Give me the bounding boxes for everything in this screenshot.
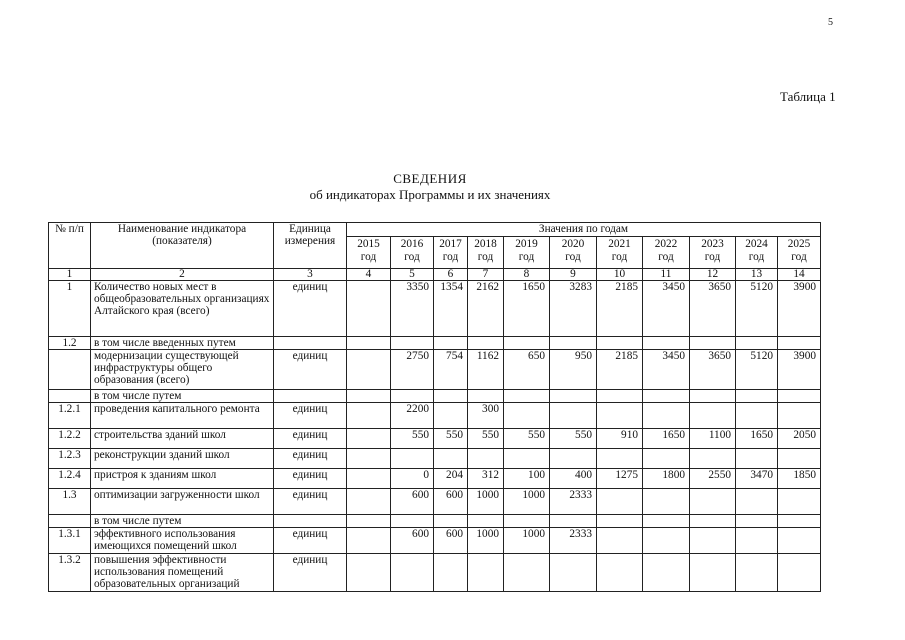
value-cell: 312	[468, 469, 504, 489]
year-word: год	[704, 251, 721, 263]
value-cell	[504, 554, 550, 592]
column-number-cell: 13	[736, 269, 778, 281]
year-value: 2016	[400, 238, 424, 250]
value-cell: 1650	[643, 429, 690, 449]
value-cell: 1000	[468, 489, 504, 515]
year-value: 2017	[439, 238, 462, 250]
value-cell	[736, 528, 778, 554]
value-cell: 550	[434, 429, 468, 449]
indicator-name: строительства зданий школ	[91, 429, 274, 449]
value-cell	[690, 390, 736, 403]
value-cell: 550	[468, 429, 504, 449]
value-cell	[391, 337, 434, 350]
row-number: 1.3	[49, 489, 91, 515]
value-cell	[391, 449, 434, 469]
unit-cell: единиц	[274, 403, 347, 429]
value-cell	[504, 515, 550, 528]
value-cell: 754	[434, 350, 468, 390]
value-cell	[391, 390, 434, 403]
year-word: год	[360, 251, 377, 263]
value-cell: 3650	[690, 281, 736, 337]
header-year-2022	[643, 237, 690, 269]
value-cell	[643, 528, 690, 554]
value-cell	[468, 390, 504, 403]
value-cell	[597, 528, 643, 554]
value-cell	[347, 489, 391, 515]
column-number-cell: 10	[597, 269, 643, 281]
value-cell: 550	[550, 429, 597, 449]
row-number: 1.2	[49, 337, 91, 350]
value-cell	[504, 337, 550, 350]
value-cell	[736, 515, 778, 528]
table-row	[49, 390, 821, 403]
indicators-table	[48, 222, 821, 592]
value-cell	[504, 403, 550, 429]
value-cell	[778, 337, 821, 350]
header-values-by-year: Значения по годам	[347, 223, 821, 237]
unit-cell: единиц	[274, 489, 347, 515]
value-cell	[347, 469, 391, 489]
value-cell	[347, 403, 391, 429]
value-cell	[347, 528, 391, 554]
value-cell	[778, 390, 821, 403]
value-cell	[347, 390, 391, 403]
value-cell	[778, 554, 821, 592]
year-value: 2022	[654, 238, 678, 250]
value-cell	[643, 337, 690, 350]
value-cell: 2750	[391, 350, 434, 390]
value-cell: 100	[504, 469, 550, 489]
value-cell	[468, 554, 504, 592]
value-cell: 1162	[468, 350, 504, 390]
table-row	[49, 429, 821, 449]
value-cell: 1000	[468, 528, 504, 554]
value-cell	[550, 403, 597, 429]
value-cell	[643, 489, 690, 515]
year-value: 2019	[515, 238, 538, 250]
year-word: год	[658, 251, 674, 263]
value-cell: 1000	[504, 489, 550, 515]
value-cell: 2185	[597, 281, 643, 337]
table-body	[49, 223, 821, 592]
value-cell	[434, 449, 468, 469]
column-number-cell: 4	[347, 269, 391, 281]
value-cell: 1850	[778, 469, 821, 489]
column-number-cell: 2	[91, 269, 274, 281]
value-cell: 3470	[736, 469, 778, 489]
value-cell	[347, 449, 391, 469]
year-value: 2018	[474, 238, 497, 250]
value-cell: 0	[391, 469, 434, 489]
value-cell	[736, 449, 778, 469]
value-cell: 2333	[550, 489, 597, 515]
header-year-2020	[550, 237, 597, 269]
column-number-cell: 6	[434, 269, 468, 281]
column-number-cell: 14	[778, 269, 821, 281]
value-cell: 1650	[736, 429, 778, 449]
value-cell	[347, 337, 391, 350]
value-cell	[643, 554, 690, 592]
value-cell: 1100	[690, 429, 736, 449]
value-cell	[690, 515, 736, 528]
unit-cell	[274, 337, 347, 350]
year-word: год	[748, 251, 765, 263]
table-row	[49, 528, 821, 554]
column-number-cell: 5	[391, 269, 434, 281]
value-cell	[736, 337, 778, 350]
value-cell: 300	[468, 403, 504, 429]
table-label: Таблица 1	[780, 89, 836, 104]
column-number-cell: 3	[274, 269, 347, 281]
value-cell	[504, 390, 550, 403]
row-number: 1.2.3	[49, 449, 91, 469]
value-cell	[736, 403, 778, 429]
row-number: 1.3.2	[49, 554, 91, 592]
header-name: Наименование индикатора (показателя)	[91, 223, 274, 269]
year-word: год	[404, 251, 420, 263]
unit-cell: единиц	[274, 554, 347, 592]
value-cell	[643, 449, 690, 469]
year-value: 2021	[608, 238, 631, 250]
value-cell: 3450	[643, 281, 690, 337]
value-cell: 3350	[391, 281, 434, 337]
table-row	[49, 489, 821, 515]
value-cell	[690, 449, 736, 469]
value-cell	[643, 390, 690, 403]
title-line-2: об индикаторах Программы и их значениях	[309, 187, 551, 202]
unit-cell: единиц	[274, 469, 347, 489]
value-cell: 5120	[736, 350, 778, 390]
value-cell	[550, 554, 597, 592]
header-year-2015	[347, 237, 391, 269]
title-line-1: СВЕДЕНИЯ	[393, 171, 467, 186]
value-cell: 2185	[597, 350, 643, 390]
value-cell: 1000	[504, 528, 550, 554]
value-cell: 3900	[778, 281, 821, 337]
value-cell	[391, 554, 434, 592]
value-cell: 2050	[778, 429, 821, 449]
unit-cell: единиц	[274, 528, 347, 554]
indicator-name: оптимизации загруженности школ	[91, 489, 274, 515]
row-number: 1.2.1	[49, 403, 91, 429]
value-cell	[434, 337, 468, 350]
value-cell: 600	[391, 489, 434, 515]
indicator-name: в том числе введенных путем	[91, 337, 274, 350]
table-row	[49, 403, 821, 429]
value-cell	[347, 350, 391, 390]
value-cell	[468, 449, 504, 469]
value-cell	[597, 390, 643, 403]
value-cell	[778, 515, 821, 528]
value-cell: 3650	[690, 350, 736, 390]
value-cell	[347, 515, 391, 528]
value-cell	[778, 528, 821, 554]
value-cell	[468, 337, 504, 350]
column-number-cell: 8	[504, 269, 550, 281]
value-cell: 650	[504, 350, 550, 390]
value-cell: 550	[391, 429, 434, 449]
header-unit: Единица измерения	[274, 223, 347, 269]
year-word: год	[477, 251, 494, 263]
value-cell	[778, 403, 821, 429]
value-cell: 3450	[643, 350, 690, 390]
value-cell	[690, 528, 736, 554]
header-year-2018	[468, 237, 504, 269]
value-cell: 3283	[550, 281, 597, 337]
header-year-2023	[690, 237, 736, 269]
column-numbers-row	[49, 269, 821, 281]
value-cell: 1650	[504, 281, 550, 337]
value-cell	[597, 554, 643, 592]
row-number: 1.2.4	[49, 469, 91, 489]
value-cell: 550	[504, 429, 550, 449]
value-cell: 1800	[643, 469, 690, 489]
unit-cell: единиц	[274, 350, 347, 390]
indicator-name: Количество новых мест в общеобразовательных организациях Алтайского края (всего)	[91, 281, 274, 337]
row-number: 1	[49, 281, 91, 337]
value-cell	[778, 489, 821, 515]
value-cell	[778, 449, 821, 469]
value-cell	[736, 489, 778, 515]
header-year-2021	[597, 237, 643, 269]
row-number: 1.3.1	[49, 528, 91, 554]
column-number-cell: 1	[49, 269, 91, 281]
header-row-1	[49, 223, 821, 237]
column-number-cell: 9	[550, 269, 597, 281]
year-value: 2024	[745, 238, 768, 250]
value-cell	[736, 390, 778, 403]
value-cell: 950	[550, 350, 597, 390]
year-word: год	[611, 251, 628, 263]
table-row	[49, 554, 821, 592]
table-row	[49, 350, 821, 390]
year-word: год	[565, 251, 581, 263]
value-cell	[347, 281, 391, 337]
value-cell	[550, 390, 597, 403]
table-row	[49, 469, 821, 489]
value-cell: 600	[434, 489, 468, 515]
row-number	[49, 515, 91, 528]
header-year-2019	[504, 237, 550, 269]
value-cell	[597, 403, 643, 429]
value-cell	[550, 449, 597, 469]
unit-cell: единиц	[274, 281, 347, 337]
value-cell	[597, 337, 643, 350]
table-row	[49, 449, 821, 469]
row-number	[49, 350, 91, 390]
unit-cell: единиц	[274, 449, 347, 469]
value-cell	[347, 429, 391, 449]
page-number: 5	[828, 17, 833, 28]
value-cell: 2550	[690, 469, 736, 489]
value-cell	[690, 337, 736, 350]
value-cell	[690, 489, 736, 515]
year-word: год	[791, 251, 807, 263]
value-cell: 204	[434, 469, 468, 489]
value-cell: 400	[550, 469, 597, 489]
column-number-cell: 12	[690, 269, 736, 281]
value-cell	[504, 449, 550, 469]
header-year-2025	[778, 237, 821, 269]
value-cell	[434, 403, 468, 429]
document-title	[0, 171, 860, 203]
unit-cell	[274, 390, 347, 403]
value-cell: 2333	[550, 528, 597, 554]
value-cell: 2162	[468, 281, 504, 337]
value-cell	[597, 515, 643, 528]
indicator-name: пристроя к зданиям школ	[91, 469, 274, 489]
value-cell: 2200	[391, 403, 434, 429]
value-cell: 3900	[778, 350, 821, 390]
indicator-name: реконструкции зданий школ	[91, 449, 274, 469]
value-cell	[434, 554, 468, 592]
value-cell	[468, 515, 504, 528]
year-word: год	[518, 251, 535, 263]
indicator-name: проведения капитального ремонта	[91, 403, 274, 429]
value-cell	[347, 554, 391, 592]
value-cell	[736, 554, 778, 592]
table-row	[49, 337, 821, 350]
value-cell: 910	[597, 429, 643, 449]
value-cell	[690, 403, 736, 429]
value-cell: 1354	[434, 281, 468, 337]
row-number	[49, 390, 91, 403]
column-number-cell: 7	[468, 269, 504, 281]
header-year-2024	[736, 237, 778, 269]
value-cell: 600	[391, 528, 434, 554]
indicator-name: в том числе путем	[91, 390, 274, 403]
value-cell: 5120	[736, 281, 778, 337]
value-cell: 600	[434, 528, 468, 554]
value-cell	[550, 337, 597, 350]
table-row	[49, 281, 821, 337]
value-cell	[643, 515, 690, 528]
value-cell	[550, 515, 597, 528]
value-cell	[434, 390, 468, 403]
year-value: 2025	[787, 238, 811, 250]
header-year-2016	[391, 237, 434, 269]
year-value: 2023	[701, 238, 724, 250]
header-num: № п/п	[49, 223, 91, 269]
year-value: 2020	[561, 238, 585, 250]
table-row	[49, 515, 821, 528]
unit-cell	[274, 515, 347, 528]
year-word: год	[442, 251, 459, 263]
value-cell	[597, 489, 643, 515]
indicator-name: в том числе путем	[91, 515, 274, 528]
indicator-name: повышения эффективности использования помещений образовательных организаций	[91, 554, 274, 592]
value-cell	[391, 515, 434, 528]
column-number-cell: 11	[643, 269, 690, 281]
header-year-2017	[434, 237, 468, 269]
value-cell	[434, 515, 468, 528]
value-cell	[643, 403, 690, 429]
indicator-name: модернизации существующей инфраструктуры общего образования (всего)	[91, 350, 274, 390]
value-cell: 1275	[597, 469, 643, 489]
indicator-name: эффективного использования имеющихся помещений школ	[91, 528, 274, 554]
value-cell	[597, 449, 643, 469]
row-number: 1.2.2	[49, 429, 91, 449]
year-value: 2015	[357, 238, 380, 250]
unit-cell: единиц	[274, 429, 347, 449]
value-cell	[690, 554, 736, 592]
